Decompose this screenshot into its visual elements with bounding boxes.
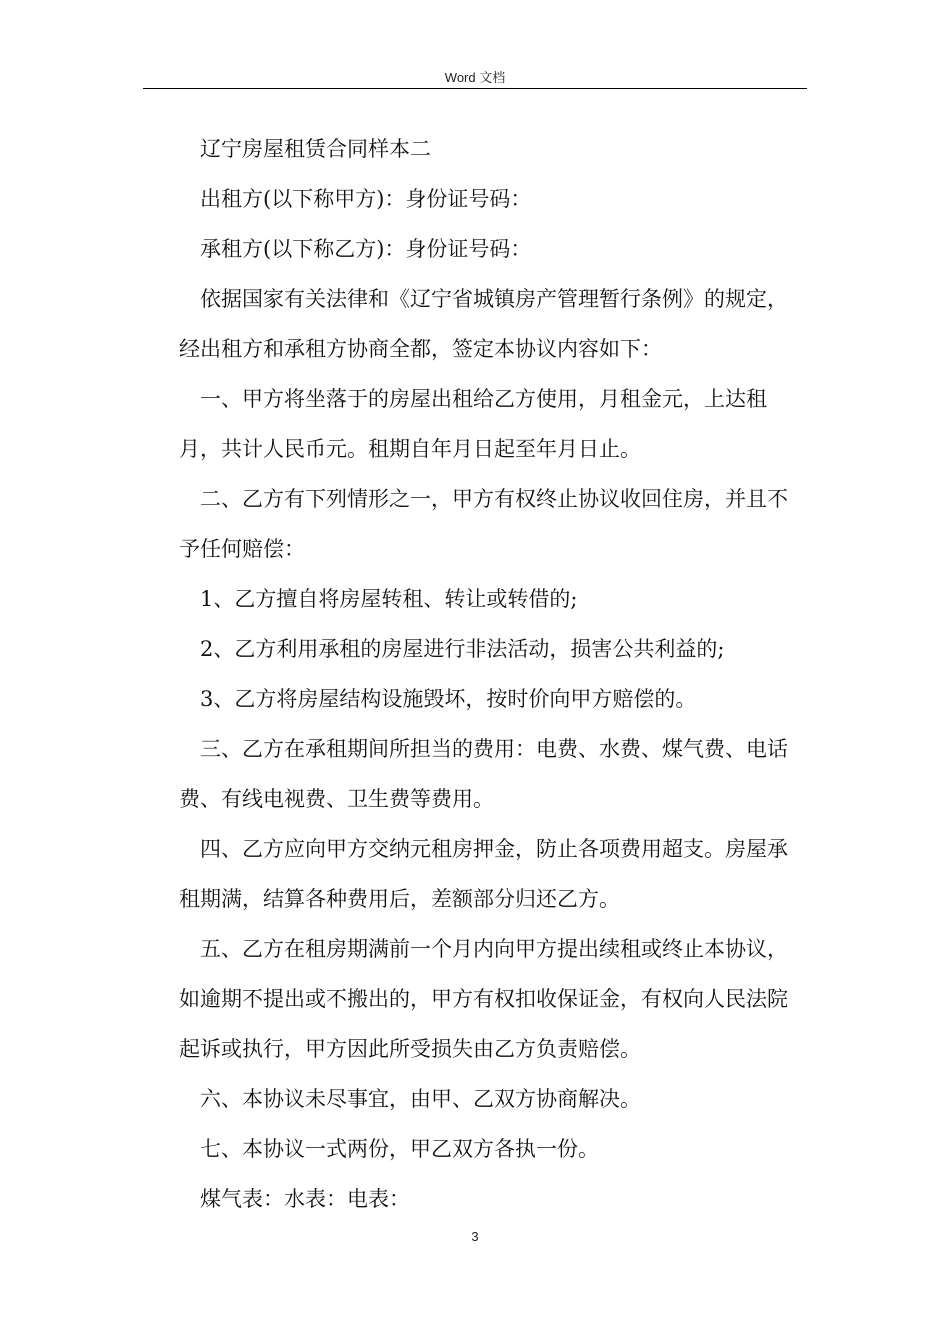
clause-two-item-2: 2、乙方利用承租的房屋进行非法活动，损害公共利益的; (200, 637, 725, 661)
header-divider (143, 88, 807, 89)
clause-one: 一、甲方将坐落于的房屋出租给乙方使用，月租金元，上达租月，共计人民币元。租期自年月日起至年月日止。 (179, 387, 767, 461)
document-title: 辽宁房屋租赁合同样本二 (200, 137, 431, 161)
page-number: 3 (471, 1229, 479, 1244)
contract-basis-paragraph: 依据国家有关法律和《辽宁省城镇房产管理暂行条例》的规定，经出租方和承租方协商全都，签定本协议内容如下： (179, 287, 788, 361)
clause-two-item-1: 1、乙方擅自将房屋转租、转让或转借的; (200, 587, 578, 611)
document-header-label: Word 文档 (444, 70, 506, 85)
clause-six: 六、本协议未尽事宜，由甲、乙双方协商解决。 (200, 1087, 641, 1111)
lessee-line: 承租方(以下称乙方)：身份证号码： (200, 237, 532, 261)
lessor-line: 出租方(以下称甲方)：身份证号码： (200, 187, 532, 211)
meter-readings-line: 煤气表：水表：电表： (200, 1187, 410, 1211)
clause-two-item-3: 3、乙方将房屋结构设施毁坏，按时价向甲方赔偿的。 (200, 687, 697, 711)
clause-two: 二、乙方有下列情形之一，甲方有权终止协议收回住房，并且不予任何赔偿： (179, 487, 788, 561)
clause-five: 五、乙方在租房期满前一个月内向甲方提出续租或终止本协议，如逾期不提出或不搬出的，甲方有权扣收保证金，有权向人民法院起诉或执行，甲方因此所受损失由乙方负责赔偿。 (179, 937, 788, 1061)
clause-four: 四、乙方应向甲方交纳元租房押金，防止各项费用超支。房屋承租期满，结算各种费用后，差额部分归还乙方。 (179, 837, 788, 911)
clause-three: 三、乙方在承租期间所担当的费用：电费、水费、煤气费、电话费、有线电视费、卫生费等费用。 (179, 737, 788, 811)
clause-seven: 七、本协议一式两份，甲乙双方各执一份。 (200, 1137, 599, 1161)
document-body (179, 124, 807, 1224)
